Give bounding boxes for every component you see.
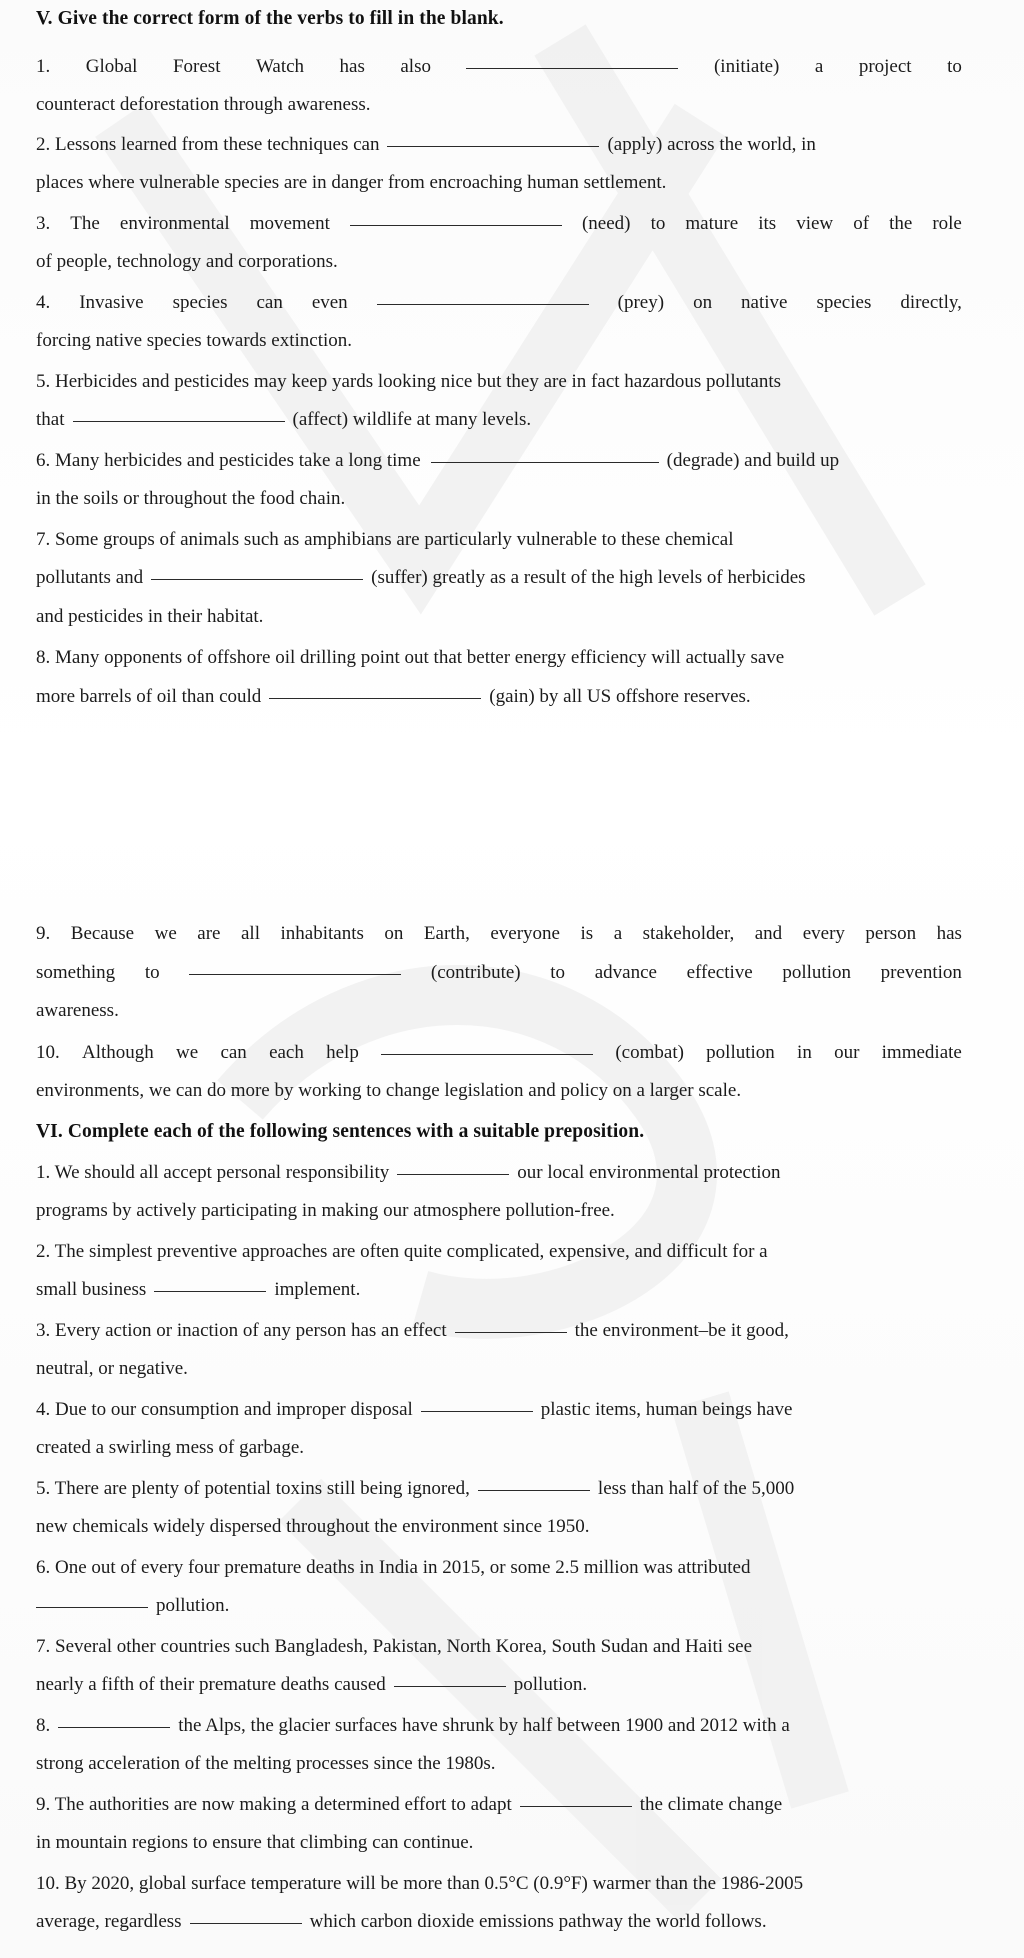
question-vi4-line2: created a swirling mess of garbage. <box>36 1437 305 1458</box>
question-vi7-line2: nearly a fifth of their premature deaths caused pollution. <box>36 1674 588 1695</box>
question-v10-line1: 10. Although we can each help (combat) pollution in our immediate <box>36 1042 962 1063</box>
question-v10-line2: environments, we can do more by working to change legislation and policy on a larger scale. <box>36 1080 742 1101</box>
question-vi1-line1: 1. We should all accept personal responsibility our local environmental protection <box>36 1162 781 1183</box>
question-vi6-line1: 6. One out of every four premature deaths in India in 2015, or some 2.5 million was attributed <box>36 1557 751 1578</box>
question-v7-line2: pollutants and (suffer) greatly as a result of the high levels of herbicides <box>36 567 806 588</box>
answer-blank[interactable] <box>151 578 363 580</box>
answer-blank[interactable] <box>269 697 481 699</box>
question-v6-line1: 6. Many herbicides and pesticides take a long time (degrade) and build up <box>36 450 840 471</box>
question-vi6-line2: pollution. <box>36 1595 962 1619</box>
answer-blank[interactable] <box>455 1331 567 1333</box>
question-vi10-line2: average, regardless which carbon dioxide emissions pathway the world follows. <box>36 1911 767 1932</box>
question-v6-line2: in the soils or throughout the food chain. <box>36 488 346 509</box>
answer-blank[interactable] <box>154 1290 266 1292</box>
question-v4-line2: forcing native species towards extinction. <box>36 330 353 351</box>
answer-blank[interactable] <box>394 1685 506 1687</box>
question-v8-line1: 8. Many opponents of offshore oil drilling point out that better energy efficiency will actually save <box>36 647 785 668</box>
question-v7-line3: and pesticides in their habitat. <box>36 606 264 627</box>
answer-blank[interactable] <box>520 1805 632 1807</box>
question-v4-line1: 4. Invasive species can even (prey) on native species directly, <box>36 292 962 313</box>
answer-blank[interactable] <box>478 1489 590 1491</box>
question-v3-line2: of people, technology and corporations. <box>36 251 338 272</box>
answer-blank[interactable] <box>58 1726 170 1728</box>
question-v2-line2: places where vulnerable species are in danger from encroaching human settlement. <box>36 172 667 193</box>
answer-blank[interactable] <box>36 1606 148 1608</box>
answer-blank[interactable] <box>189 973 401 975</box>
question-vi7-line1: 7. Several other countries such Bangladesh, Pakistan, North Korea, South Sudan and Haiti see <box>36 1636 753 1657</box>
question-v5-line1: 5. Herbicides and pesticides may keep yards looking nice but they are in fact hazardous pollutants <box>36 371 781 392</box>
answer-blank[interactable] <box>190 1922 302 1924</box>
question-vi1-line2: programs by actively participating in making our atmosphere pollution-free. <box>36 1200 615 1221</box>
question-vi5-line1: 5. There are plenty of potential toxins still being ignored, less than half of the 5,000 <box>36 1478 795 1499</box>
question-v9-line1: 9. Because we are all inhabitants on Earth, everyone is a stakeholder, and every person has <box>36 923 962 944</box>
question-v8-line2: more barrels of oil than could (gain) by all US offshore reserves. <box>36 686 751 707</box>
answer-blank[interactable] <box>73 420 285 422</box>
answer-blank[interactable] <box>431 461 659 463</box>
answer-blank[interactable] <box>381 1053 593 1055</box>
question-vi8-line1: 8. the Alps, the glacier surfaces have shrunk by half between 1900 and 2012 with a <box>36 1715 790 1736</box>
answer-blank[interactable] <box>397 1173 509 1175</box>
section-v-heading: V. Give the correct form of the verbs to fill in the blank. <box>36 8 504 29</box>
question-v1-line1: 1. Global Forest Watch has also (initiate) a project to <box>36 56 962 77</box>
answer-blank[interactable] <box>421 1410 533 1412</box>
question-v9-line3: awareness. <box>36 1000 119 1021</box>
answer-blank[interactable] <box>466 67 678 69</box>
question-vi8-line2: strong acceleration of the melting processes since the 1980s. <box>36 1753 496 1774</box>
question-vi3-line2: neutral, or negative. <box>36 1358 188 1379</box>
question-v1-line2: counteract deforestation through awareness. <box>36 94 371 115</box>
answer-blank[interactable] <box>377 303 589 305</box>
question-vi9-line1: 9. The authorities are now making a determined effort to adapt the climate change <box>36 1794 783 1815</box>
section-vi-heading: VI. Complete each of the following sentences with a suitable preposition. <box>36 1121 645 1142</box>
question-vi9-line2: in mountain regions to ensure that climbing can continue. <box>36 1832 474 1853</box>
question-v7-line1: 7. Some groups of animals such as amphibians are particularly vulnerable to these chemical <box>36 529 734 550</box>
question-v3-line1: 3. The environmental movement (need) to mature its view of the role <box>36 213 962 234</box>
question-vi5-line2: new chemicals widely dispersed throughout the environment since 1950. <box>36 1516 590 1537</box>
question-vi3-line1: 3. Every action or inaction of any person has an effect the environment–be it good, <box>36 1320 789 1341</box>
question-v5-line2: that (affect) wildlife at many levels. <box>36 409 532 430</box>
answer-blank[interactable] <box>350 224 562 226</box>
question-vi2-line2: small business implement. <box>36 1279 361 1300</box>
question-vi2-line1: 2. The simplest preventive approaches are often quite complicated, expensive, and difficult for a <box>36 1241 768 1262</box>
question-vi4-line1: 4. Due to our consumption and improper disposal plastic items, human beings have <box>36 1399 793 1420</box>
question-vi10-line1: 10. By 2020, global surface temperature will be more than 0.5°C (0.9°F) warmer than the 1986-2005 <box>36 1873 804 1894</box>
question-v9-line2: something to (contribute) to advance effective pollution prevention <box>36 962 962 983</box>
question-v2-line1: 2. Lessons learned from these techniques can (apply) across the world, in <box>36 134 816 155</box>
answer-blank[interactable] <box>387 145 599 147</box>
